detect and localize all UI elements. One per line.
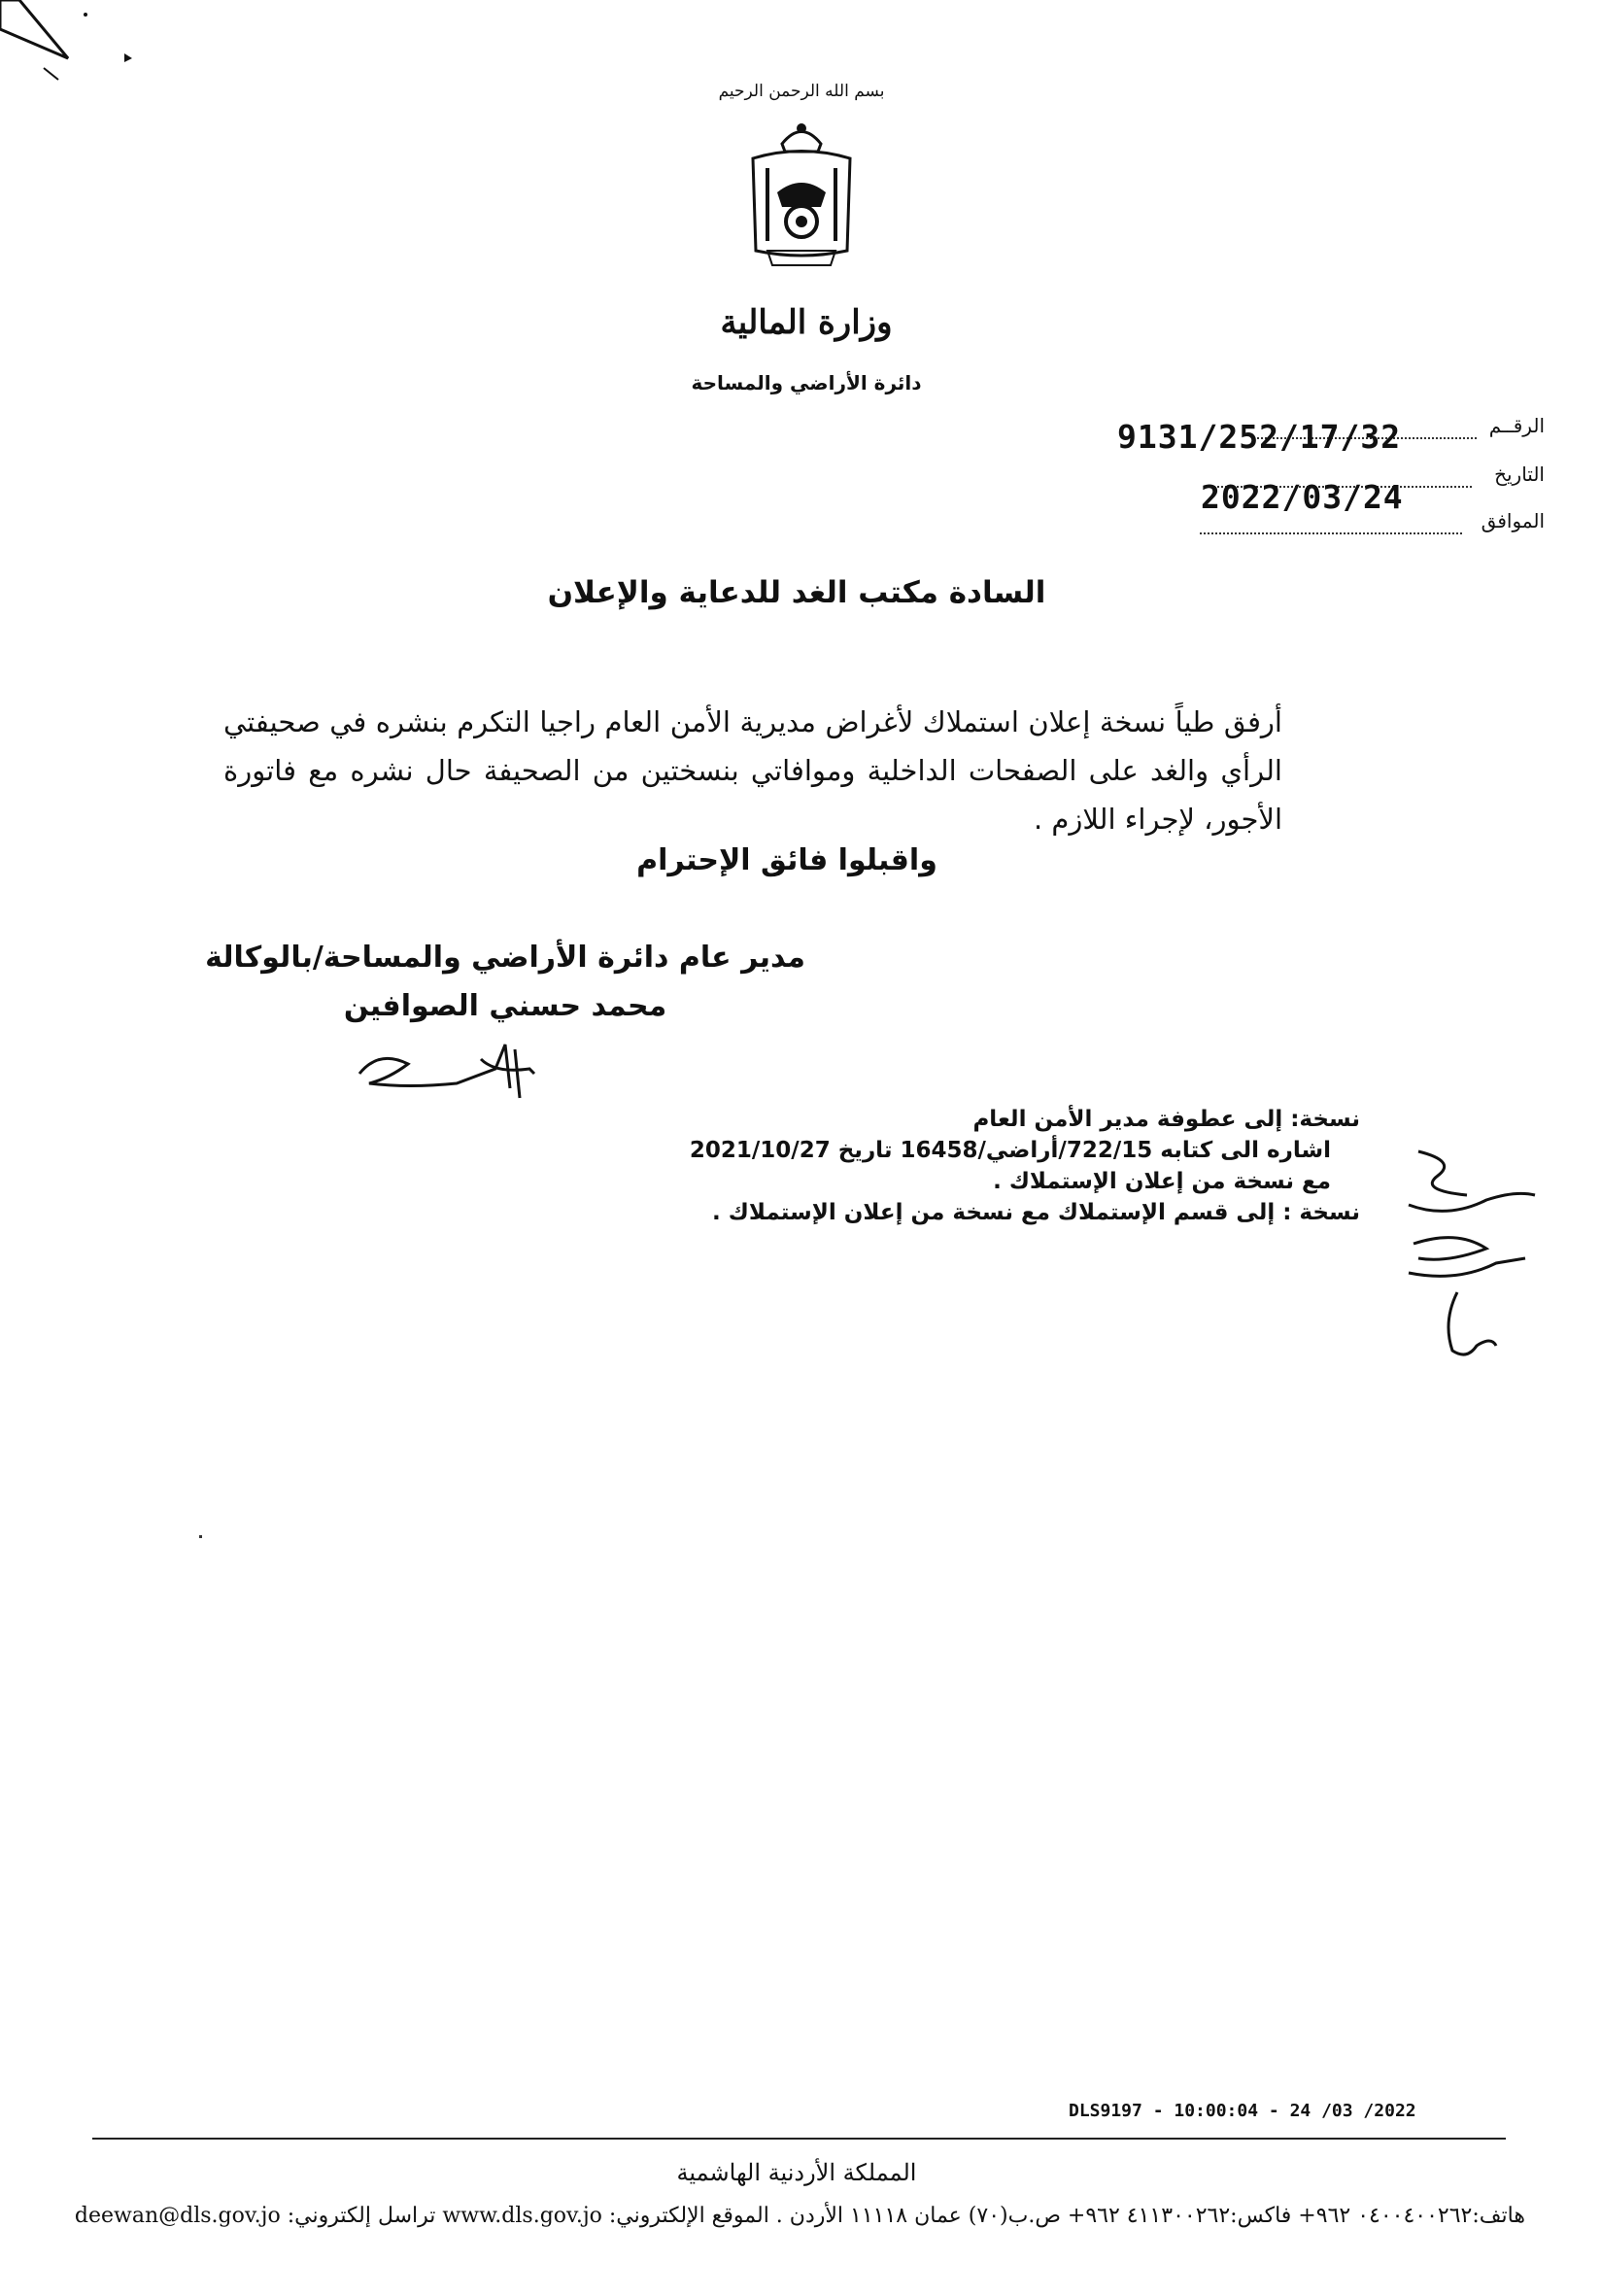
reference-date-label: التاريخ: [1494, 463, 1545, 486]
footer-kingdom: المملكة الأردنية الهاشمية: [676, 2159, 917, 2186]
coat-of-arms-emblem: [738, 115, 865, 270]
copy-line-2: اشاره الى كتابه 722/15/أراضي/16458 تاريخ 2021/10/27: [689, 1138, 1331, 1163]
copies-block: [602, 1104, 1360, 1228]
copy-line-1: نسخة: إلى عطوفة مدير الأمن العام: [972, 1107, 1360, 1132]
signatory-title: مدير عام دائرة الأراضي والمساحة/بالوكالة: [205, 941, 805, 975]
page-corner-fold: [0, 0, 146, 107]
scan-speck: [199, 1535, 202, 1538]
reference-number-value: 9131/252/17/32: [1117, 418, 1402, 456]
reference-block: [1117, 414, 1545, 540]
department-name: دائرة الأراضي والمساحة: [691, 371, 922, 394]
handwritten-signature: [350, 1030, 563, 1108]
footer-divider: [92, 2138, 1506, 2140]
reference-date-value: 2022/03/24: [1201, 478, 1404, 516]
copy-line-3: مع نسخة من إعلان الإستملاك .: [993, 1169, 1331, 1194]
recipient: السادة مكتب الغد للدعاية والإعلان: [547, 575, 1046, 610]
reference-hijri-dots: [1200, 532, 1462, 534]
reference-number-label: الرقــم: [1488, 414, 1545, 437]
letter-body: أرفق طياً نسخة إعلان استملاك لأغراض مديرية الأمن العام راجيا التكرم بنشره في صحيفتي الرأي والغد على الصفحات الداخلية وموافاتي بنسختين من الصحيفة حال نشره مع فاتورة الأجور، لإجراء اللازم .: [223, 705, 1282, 836]
handwritten-initials: [1399, 1137, 1545, 1380]
signatory-name: محمد حسني الصوافين: [343, 989, 667, 1023]
reference-hijri-label: الموافق: [1481, 509, 1545, 532]
basmala: بسم الله الرحمن الرحيم: [718, 82, 885, 101]
closing-phrase: واقبلوا فائق الإحترام: [636, 843, 937, 877]
ministry-name: وزارة المالية: [720, 303, 893, 342]
footer-contact-info: هاتف:٠٤٠٠٤٠٠٢٦٢ ٩٦٢+ فاكس:٤١١٣٠٠٢٦٢ ٩٦٢+ ص.ب(٧٠) عمان ١١١١٨ الأردن . الموقع الإلكتروني: www.dls.gov.jo تراسل إلكتروني: deewan@dls.gov.jo: [74, 2204, 1525, 2228]
print-timestamp: DLS9197 - 10:00:04 - 24 /03 /2022: [1069, 2101, 1416, 2121]
copy-line-4: نسخة : إلى قسم الإستملاك مع نسخة من إعلان الإستملاك .: [712, 1200, 1360, 1225]
